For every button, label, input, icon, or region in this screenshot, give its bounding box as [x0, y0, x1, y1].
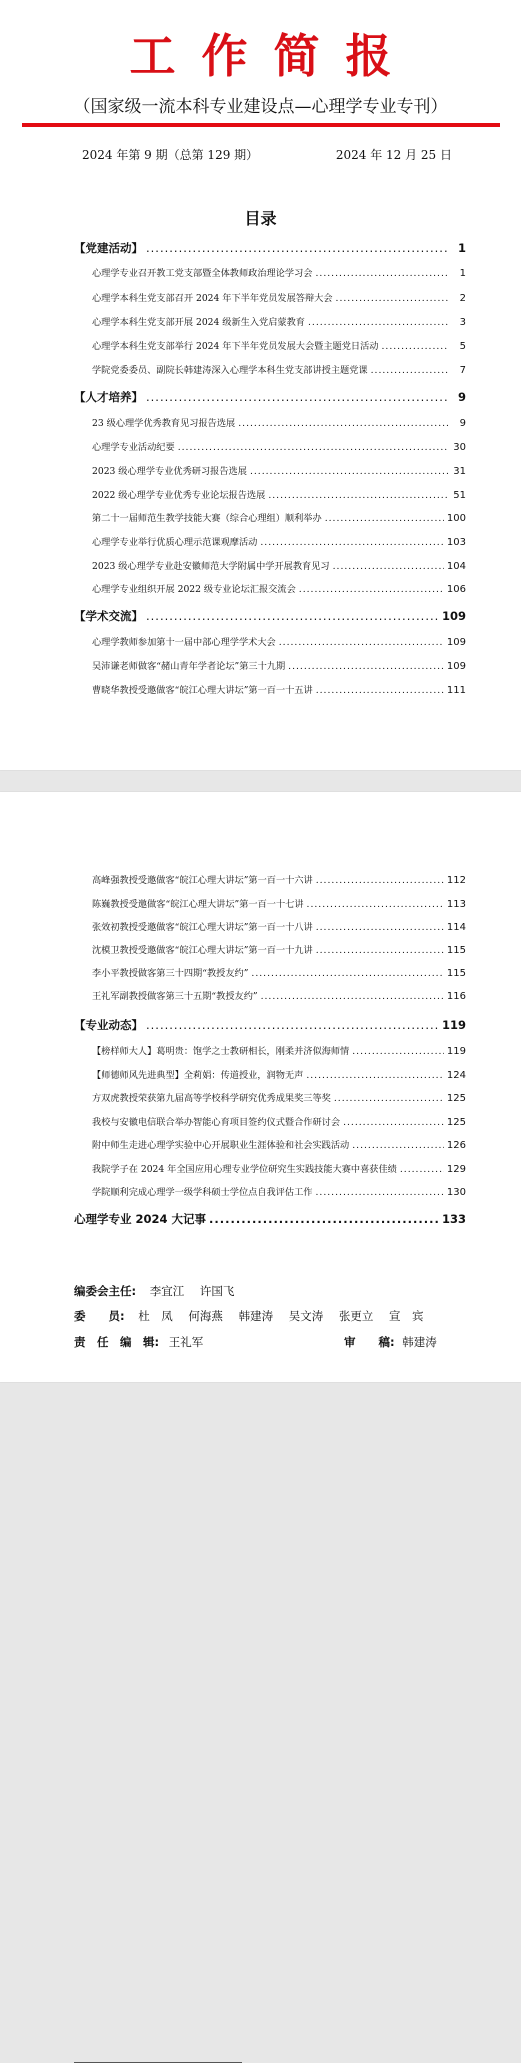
- toc-page-number: 30: [453, 442, 466, 453]
- toc-entry: [92, 1115, 466, 1131]
- toc-leader-dots: [343, 1115, 444, 1131]
- credit-chief-name: 李宜江: [149, 1284, 185, 1298]
- toc-entry: [92, 511, 466, 527]
- toc-title: 目录: [244, 209, 277, 228]
- toc-section-heading: [74, 608, 466, 624]
- toc-entry: [92, 943, 466, 959]
- toc-leader-dots: [146, 1017, 439, 1033]
- credit-member-name: 吴文涛: [288, 1309, 324, 1323]
- toc-page-number: 112: [446, 875, 466, 886]
- toc-page-number: 109: [446, 661, 466, 672]
- credit-member-name: 杜 凤: [138, 1309, 173, 1323]
- toc-leader-dots: [288, 659, 444, 675]
- toc-page-number: 9: [457, 390, 466, 404]
- toc-entry-title: 【榜样师大人】葛明贵：饱学之士教研相长，刚柔并济似海师情: [92, 1046, 350, 1057]
- toc-leader-dots: [325, 511, 444, 527]
- toc-leader-dots: [334, 1091, 444, 1107]
- toc-entry: [92, 683, 466, 699]
- toc-entry-title: 23 级心理学优秀教育见习报告选展: [92, 418, 236, 429]
- toc-entry-title: 【专业动态】: [74, 1018, 143, 1032]
- toc-entry-title: 方双虎教授荣获第九届高等学校科学研究优秀成果奖三等奖: [92, 1093, 331, 1104]
- toc-entry: [92, 535, 466, 551]
- toc-section-heading: [74, 240, 466, 256]
- toc-entry: [92, 1138, 466, 1154]
- toc-leader-dots: [308, 315, 449, 331]
- toc-entry-title: 2023 级心理学专业优秀研习报告选展: [92, 466, 247, 477]
- toc-leader-dots: [306, 1068, 444, 1084]
- toc-entry: [92, 989, 466, 1005]
- toc-entry: [92, 339, 466, 355]
- toc-leader-dots: [307, 897, 444, 913]
- toc-entry-title: 2022 级心理学专业优秀专业论坛报告选展: [92, 490, 266, 501]
- toc-page-number: 130: [446, 1187, 466, 1198]
- toc-page-number: 109: [446, 637, 466, 648]
- toc-page-number: 133: [441, 1212, 466, 1226]
- credit-editor: [74, 1334, 203, 1350]
- toc-entry-title: 心理学专业召开教工党支部暨全体教师政治理论学习会: [92, 268, 313, 279]
- toc-leader-dots: [261, 989, 444, 1005]
- toc-page-number: 115: [446, 968, 466, 979]
- toc-entry-title: 心理学专业活动纪要: [92, 442, 175, 453]
- toc-entry-title: 2023 级心理学专业赴安徽师范大学附属中学开展教育见习: [92, 561, 330, 572]
- toc-entry: [92, 266, 466, 282]
- toc-page-number: 111: [446, 685, 466, 696]
- toc-entry-title: 心理学教师参加第十一届中部心理学学术大会: [92, 637, 276, 648]
- issue-date: 2024 年 12 月 25 日: [335, 148, 452, 162]
- toc-leader-dots: [381, 339, 449, 355]
- credit-members: [74, 1308, 436, 1324]
- credit-member-name: 宣 宾: [389, 1309, 424, 1323]
- toc-entry: [92, 1068, 466, 1084]
- toc-entry-title: 心理学专业举行优质心理示范课观摩活动: [92, 537, 258, 548]
- credit-editor-name: 王礼军: [168, 1335, 204, 1349]
- toc-leader-dots: [178, 440, 449, 456]
- toc-leader-dots: [352, 1044, 444, 1060]
- toc-leader-dots: [400, 1162, 444, 1178]
- credit-review: [344, 1334, 437, 1350]
- toc-page-number: 106: [446, 584, 466, 595]
- toc-entry: [92, 966, 466, 982]
- credit-members-label: 委 员:: [74, 1309, 125, 1323]
- toc-page-number: 119: [441, 1018, 466, 1032]
- toc-entry: [92, 920, 466, 936]
- toc-entry-title: 陈巍教授受邀做客“皖江心理大讲坛”第一百一十七讲: [92, 899, 304, 910]
- issue-line: [82, 146, 452, 163]
- toc-entry: [92, 291, 466, 307]
- masthead-title: 工作简报: [129, 29, 418, 83]
- toc-page-number: 51: [453, 490, 466, 501]
- toc-entry: [92, 582, 466, 598]
- toc-entry-title: 心理学本科生党支部开展 2024 级新生入党启蒙教育: [92, 317, 305, 328]
- toc-entry: [92, 1044, 466, 1060]
- toc-leader-dots: [316, 873, 444, 889]
- toc-page-number: 109: [441, 609, 466, 623]
- toc-page-number: 31: [453, 466, 466, 477]
- toc-entry: [92, 464, 466, 480]
- toc-entry: [92, 488, 466, 504]
- toc-page-number: 100: [446, 513, 466, 524]
- credit-review-name: 韩建涛: [402, 1335, 437, 1349]
- toc-leader-dots: [146, 608, 439, 624]
- toc-page-number: 2: [459, 293, 466, 304]
- toc-section-heading: [74, 1211, 466, 1227]
- toc-leader-dots: [316, 1185, 444, 1201]
- toc-page-number: 116: [446, 991, 466, 1002]
- document-page-1: [0, 0, 521, 770]
- toc-entry: [92, 440, 466, 456]
- toc-entry-title: 王礼军副教授做客第三十五期“教授友约”: [92, 991, 258, 1002]
- toc-section-heading: [74, 389, 466, 405]
- toc-leader-dots: [371, 363, 449, 379]
- credit-chief-label: 编委会主任:: [74, 1284, 137, 1298]
- credit-member-name: 张更立: [338, 1309, 374, 1323]
- toc-entry: [92, 559, 466, 575]
- toc-entry-title: 高峰强教授受邀做客“皖江心理大讲坛”第一百一十六讲: [92, 875, 313, 886]
- toc-entry: [92, 416, 466, 432]
- toc-entry-title: 第二十一届师范生教学技能大赛（综合心理组）顺利举办: [92, 513, 322, 524]
- toc-page-number: 1: [457, 241, 466, 255]
- toc-leader-dots: [316, 266, 450, 282]
- masthead-red-rule: [22, 123, 500, 127]
- toc-entry-title: 【师德师风先进典型】全莉娟：传道授业，润物无声: [92, 1070, 304, 1081]
- toc-page-number: 1: [459, 268, 466, 279]
- toc-entry-title: 我院学子在 2024 年全国应用心理专业学位研究生实践技能大赛中喜获佳绩: [92, 1164, 397, 1175]
- toc-entry: [92, 1091, 466, 1107]
- toc-page-number: 103: [446, 537, 466, 548]
- toc-leader-dots: [336, 291, 449, 307]
- toc-leader-dots: [146, 389, 449, 405]
- toc-entry-title: 心理学专业 2024 大记事: [74, 1212, 207, 1226]
- masthead-subtitle: （国家级一流本科专业建设点—心理学专业专刊）: [73, 97, 448, 117]
- credit-chief: [74, 1283, 246, 1299]
- toc-entry-title: 心理学本科生党支部举行 2024 年下半年党员发展大会暨主题党日活动: [92, 341, 379, 352]
- toc-entry-title: 学院顺利完成心理学一级学科硕士学位点自我评估工作: [92, 1187, 313, 1198]
- toc-page-number: 104: [446, 561, 466, 572]
- toc-entry-title: 张效初教授受邀做客“皖江心理大讲坛”第一百一十八讲: [92, 922, 313, 933]
- toc-entry-title: 曹晓华教授受邀做客“皖江心理大讲坛”第一百一十五讲: [92, 685, 313, 696]
- credit-member-name: 韩建涛: [238, 1309, 274, 1323]
- toc-page-number: 5: [459, 341, 466, 352]
- toc-leader-dots: [279, 635, 444, 651]
- credit-chief-name: 许国飞: [199, 1284, 235, 1298]
- credit-member-name: 何海燕: [188, 1309, 223, 1323]
- toc-leader-dots: [251, 966, 444, 982]
- toc-leader-dots: [260, 535, 444, 551]
- toc-page-number: 3: [459, 317, 466, 328]
- toc-leader-dots: [333, 559, 444, 575]
- toc-page-number: 125: [446, 1093, 466, 1104]
- toc-entry-title: 【党建活动】: [74, 241, 143, 255]
- credit-editor-label: 责 任 编 辑:: [74, 1335, 160, 1349]
- toc-page-number: 124: [446, 1070, 466, 1081]
- toc-leader-dots: [250, 464, 449, 480]
- toc-page-number: 9: [459, 418, 466, 429]
- toc-entry-title: 【人才培养】: [74, 390, 143, 404]
- toc-leader-dots: [209, 1211, 439, 1227]
- toc-leader-dots: [299, 582, 444, 598]
- toc-leader-dots: [316, 683, 444, 699]
- toc-page-number: 126: [446, 1140, 466, 1151]
- toc-entry-title: 附中师生走进心理学实验中心开展职业生涯体验和社会实践活动: [92, 1140, 350, 1151]
- toc-leader-dots: [238, 416, 449, 432]
- toc-page-number: 115: [446, 945, 466, 956]
- toc-entry: [92, 315, 466, 331]
- toc-page-number: 119: [446, 1046, 466, 1057]
- toc-entry-title: 心理学专业组织开展 2022 级专业论坛汇报交流会: [92, 584, 296, 595]
- toc-page-number: 125: [446, 1117, 466, 1128]
- toc-entry-title: 学院党委委员、副院长韩建涛深入心理学本科生党支部讲授主题党课: [92, 365, 368, 376]
- toc-entry-title: 心理学本科生党支部召开 2024 年下半年党员发展答辩大会: [92, 293, 333, 304]
- toc-entry-title: 【学术交流】: [74, 609, 143, 623]
- toc-page-number: 7: [459, 365, 466, 376]
- toc-entry: [92, 897, 466, 913]
- toc-entry: [92, 873, 466, 889]
- issue-number: 2024 年第 9 期（总第 129 期）: [82, 148, 259, 162]
- toc-leader-dots: [146, 240, 449, 256]
- toc-entry: [92, 659, 466, 675]
- toc-entry-title: 我校与安徽电信联合举办智能心育项目签约仪式暨合作研讨会: [92, 1117, 341, 1128]
- toc-entry: [92, 635, 466, 651]
- toc-leader-dots: [352, 1138, 444, 1154]
- toc-leader-dots: [316, 943, 444, 959]
- toc-entry-title: 吴沛谦老师做客“赭山青年学者论坛”第三十九期: [92, 661, 286, 672]
- toc-entry: [92, 1185, 466, 1201]
- toc-page-number: 113: [446, 899, 466, 910]
- toc-entry: [92, 1162, 466, 1178]
- toc-entry-title: 沈模卫教授受邀做客“皖江心理大讲坛”第一百一十九讲: [92, 945, 313, 956]
- credit-review-label: 审 稿:: [344, 1335, 395, 1349]
- toc-section-heading: [74, 1017, 466, 1033]
- toc-entry: [92, 363, 466, 379]
- toc-leader-dots: [268, 488, 449, 504]
- toc-entry-title: 李小平教授做客第三十四期“教授友约”: [92, 968, 249, 979]
- toc-leader-dots: [316, 920, 444, 936]
- toc-page-number: 114: [446, 922, 466, 933]
- toc-page-number: 129: [446, 1164, 466, 1175]
